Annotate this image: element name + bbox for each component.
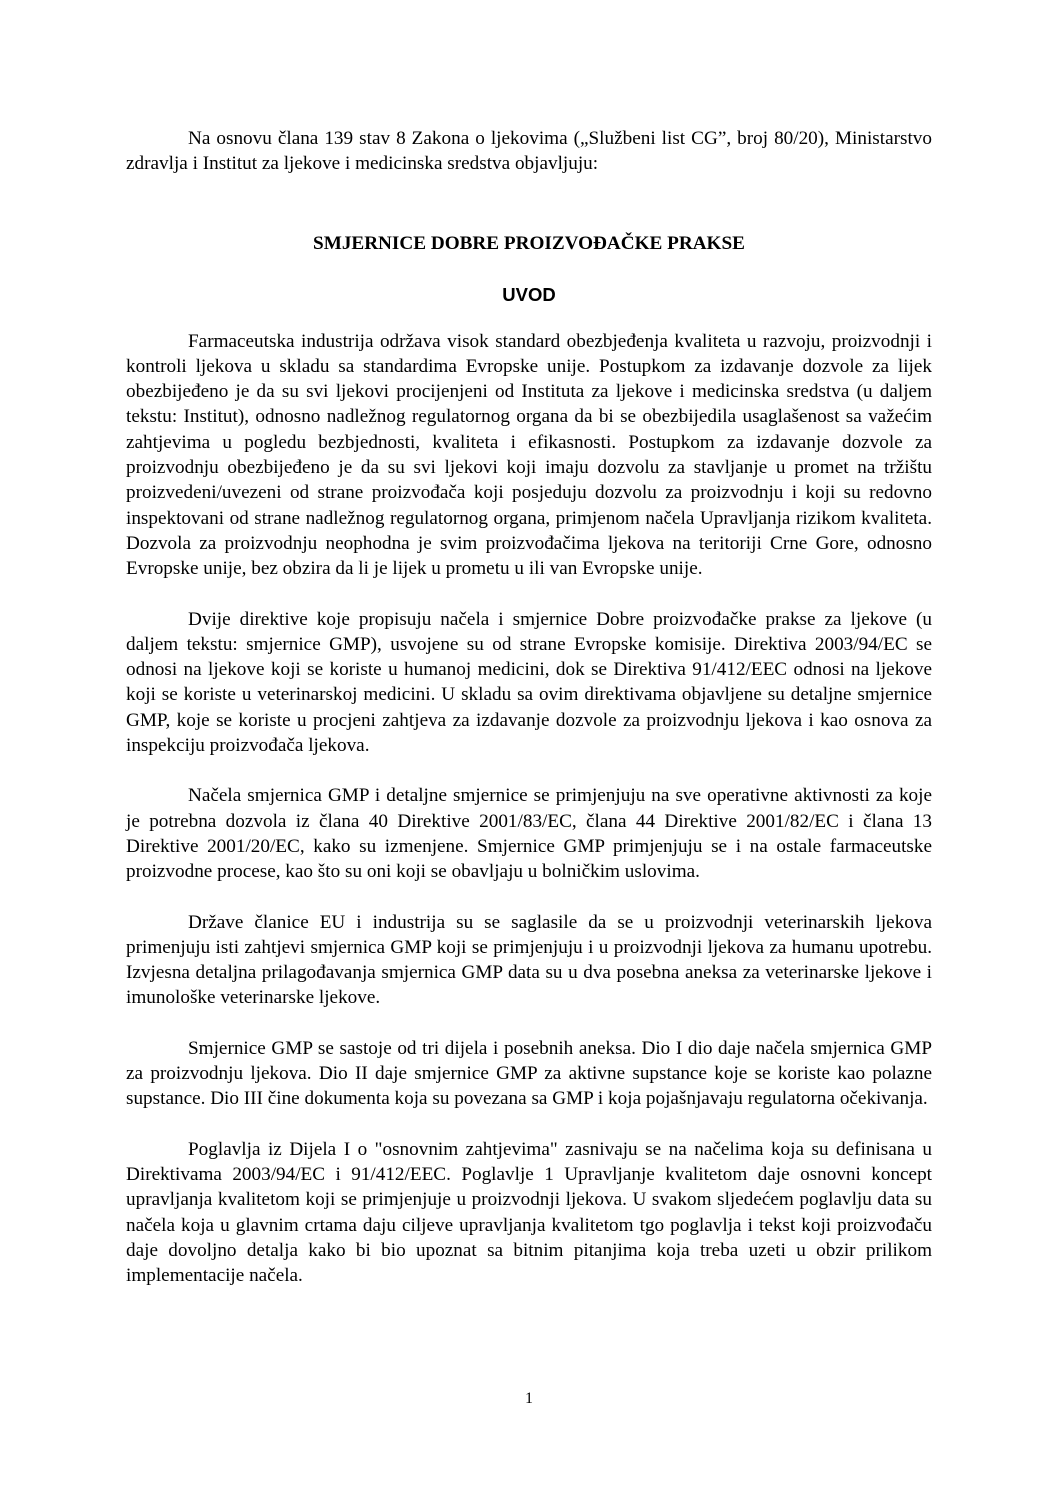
paragraph-2: Dvije direktive koje propisuju načela i smjernice Dobre proizvođačke prakse za ljekove (u daljem tekstu: smjernice GMP), usvojene su od strane Evropske komisije. Direktiva 2003/94/EC se odnosi na ljekove koji se koriste u humanoj medicini, dok se Direktiva 91/412/EEC odnosi na ljekove koji se koriste u veterinarskoj medicini. U skladu sa ovim direktivama objavljene su detaljne smjernice GMP, koje se koriste u procjeni zahtjeva za izdavanje dozvole za proizvodnju ljekova i kao osnova za inspekciju proizvođača ljekova.: [126, 608, 932, 757]
page-number: 1: [525, 1390, 533, 1407]
paragraph-3: Načela smjernica GMP i detaljne smjernice se primjenjuju na sve operativne aktivnosti za koje je potrebna dozvola iz člana 40 Direktive 2001/83/EC, člana 44 Direktive 2001/82/EC i člana 13 Direktive 2001/20/EC, kako su izmenjene. Smjernice GMP primjenjuju se i na ostale farmaceutske proizvodne procese, kao što su oni koji se obavljaju u bolničkim uslovima.: [126, 785, 932, 883]
intro-paragraph: Na osnovu člana 139 stav 8 Zakona o ljekovima („Službeni list CG”, broj 80/20), Ministarstvo zdravlja i Institut za ljekove i medicinska sredstva objavljuju:: [126, 128, 932, 175]
paragraph-6: Poglavlja iz Dijela I o "osnovnim zahtjevima" zasnivaju se na načelima koja su definisana u Direktivama 2003/94/EC i 91/412/EEC. Poglavlje 1 Upravljanje kvalitetom daje osnovni koncept upravljanja kvalitetom koji se primjenjuje u proizvodnji ljekova. U svakom sljedećem poglavlju data su načela koja u glavnim crtama daju ciljeve upravljanja kvalitetom tgo poglavlja i tekst koji proizvođaču daje dovoljno detalja kako bi bio upoznat sa bitnim pitanjima koja treba uzeti u obzir prilikom implementacije načela.: [126, 1138, 932, 1287]
document-title: SMJERNICE DOBRE PROIZVOĐAČKE PRAKSE: [313, 232, 745, 254]
paragraph-4: Države članice EU i industrija su se saglasile da se u proizvodnji veterinarskih ljekova primenjuju isti zahtjevi smjernica GMP koji se primjenjuju i u proizvodnji ljekova za humanu upotrebu. Izvjesna detaljna prilagođavanja smjernica GMP data su u dva posebna aneksa za veterinarske ljekove i imunološke veterinarske ljekove.: [126, 911, 932, 1009]
paragraph-5: Smjernice GMP se sastoje od tri dijela i posebnih aneksa. Dio I dio daje načela smjernica GMP za proizvodnju ljekova. Dio II daje smjernice GMP za aktivne supstance koje se koriste kao polazne supstance. Dio III čine dokumenta koja su povezana sa GMP i koja pojašnjavaju regulatorna očekivanja.: [126, 1037, 932, 1110]
paragraph-1: Farmaceutska industrija održava visok standard obezbjeđenja kvaliteta u razvoju, proizvodnji i kontroli ljekova u skladu sa standardima Evropske unije. Postupkom za izdavanje dozvole za lijek obezbijeđeno je da su svi ljekovi procijenjeni od Instituta za ljekove i medicinska sredstva (u daljem tekstu: Institut), odnosno nadležnog regulatornog organa da bi se obezbijedila usaglašenost sa važećim zahtjevima u pogledu bezbjednosti, kvaliteta i efikasnosti. Postupkom za izdavanje dozvole za proizvodnju obezbijeđeno je da su svi ljekovi koji imaju dozvolu za stavljanje u promet na tržištu proizvedeni/uvezeni od strane proizvođača koji posjeduju dozvolu za proizvodnju i koji su redovno inspektovani od strane nadležnog regulatornog organa, primjenom načela Upravljanja rizikom kvaliteta. Dozvola za proizvodnju neophodna je svim proizvođačima ljekova na teritoriji Crne Gore, odnosno Evropske unije, bez obzira da li je lijek u prometu u ili van Evropske unije.: [126, 330, 932, 580]
section-heading: UVOD: [502, 283, 556, 305]
document-page: [126, 126, 932, 1313]
